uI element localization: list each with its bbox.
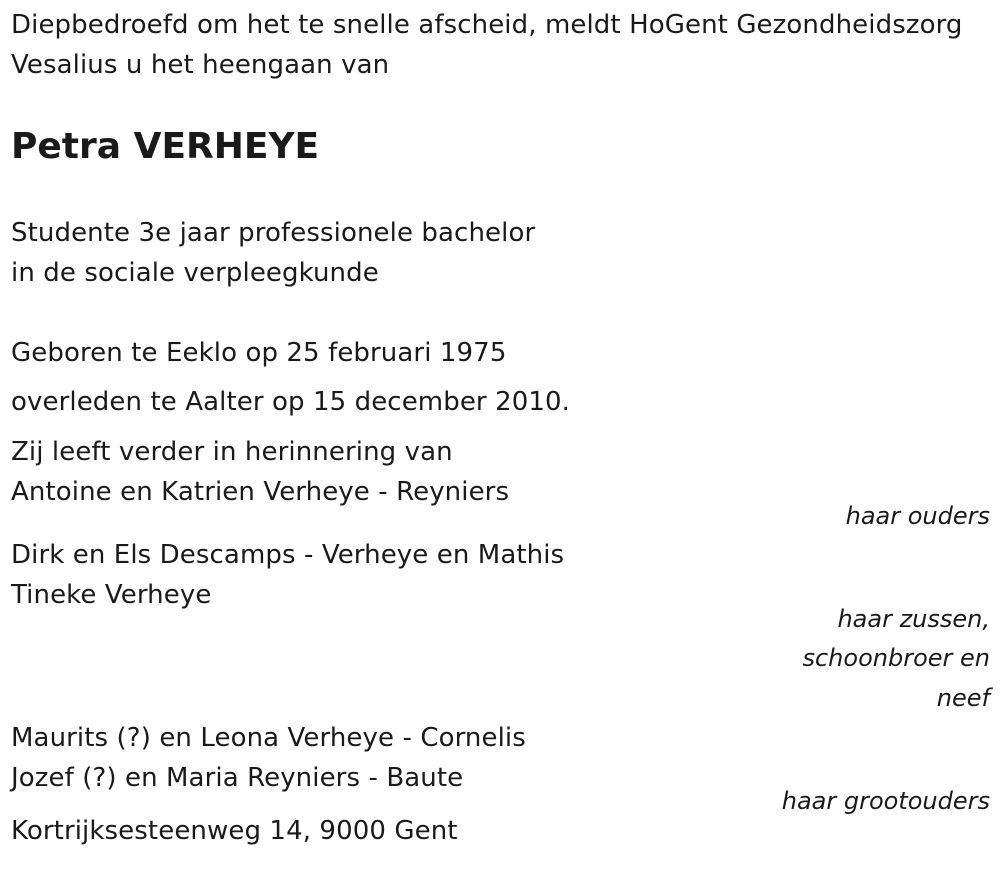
- study-line-1: Studente 3e jaar professionele bachelor: [11, 218, 536, 248]
- grandparents-names-1: Maurits (?) en Leona Verheye - Cornelis: [11, 723, 526, 753]
- grandparents-names-2: Jozef (?) en Maria Reyniers - Baute: [11, 763, 464, 793]
- siblings-names-1: Dirk en Els Descamps - Verheye en Mathis: [11, 540, 565, 570]
- intro-line-2: Vesalius u het heengaan van: [11, 50, 390, 80]
- study-line-2: in de sociale verpleegkunde: [11, 258, 379, 288]
- birth-line: Geboren te Eeklo op 25 februari 1975: [11, 338, 507, 368]
- deceased-name: Petra VERHEYE: [11, 126, 320, 167]
- family-intro: Zij leeft verder in herinnering van: [11, 437, 453, 467]
- siblings-relation-3: neef: [936, 684, 990, 712]
- siblings-relation-2: schoonbroer en: [802, 644, 990, 672]
- parents-relation: haar ouders: [845, 502, 990, 530]
- intro-line-1: Diepbedroefd om het te snelle afscheid, meldt HoGent Gezondheidszorg: [11, 10, 963, 40]
- siblings-names-2: Tineke Verheye: [11, 580, 212, 610]
- address: Kortrijksesteenweg 14, 9000 Gent: [11, 816, 458, 846]
- parents-names: Antoine en Katrien Verheye - Reyniers: [11, 477, 510, 507]
- death-line: overleden te Aalter op 15 december 2010.: [11, 387, 571, 417]
- grandparents-relation: haar grootouders: [781, 787, 990, 815]
- siblings-relation-1: haar zussen,: [837, 605, 990, 633]
